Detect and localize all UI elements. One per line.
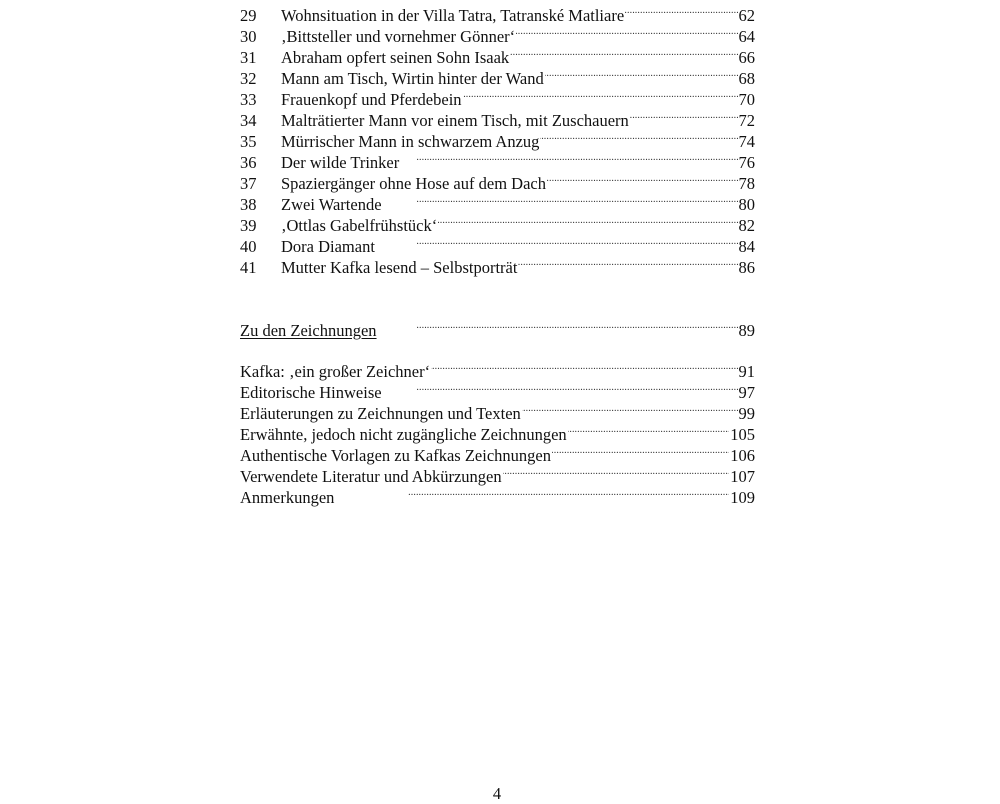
toc-entry	[240, 0, 755, 25]
entry-title: Authentische Vorlagen zu Kafkas Zeichnungen	[240, 446, 551, 465]
dot-leader	[552, 440, 729, 461]
entry-page: 80	[738, 195, 755, 214]
entry-page: 82	[738, 216, 755, 235]
section-page: 89	[738, 321, 755, 340]
entry-page: 64	[738, 27, 755, 46]
dot-leader	[383, 189, 738, 210]
entry-number: 33	[240, 90, 257, 109]
entry-number: 31	[240, 48, 257, 67]
entry-page: 68	[738, 69, 755, 88]
dot-leader	[522, 398, 738, 419]
entry-page: 97	[738, 383, 755, 402]
dot-leader	[376, 231, 738, 252]
dot-leader	[503, 461, 730, 482]
entry-title: Verwendete Literatur und Abkürzungen	[240, 467, 502, 486]
entry-page: 99	[738, 404, 755, 423]
entry-page: 107	[730, 467, 755, 486]
entry-title: Mutter Kafka lesend – Selbstporträt	[281, 258, 518, 277]
entry-title: Zwei Wartende	[281, 195, 382, 214]
entry-number: 40	[240, 237, 257, 256]
entry-number: 36	[240, 153, 257, 172]
dot-leader	[518, 252, 737, 273]
entry-number: 35	[240, 132, 257, 151]
entry-title: Kafka: ‚ein großer Zeichner‘	[240, 362, 431, 381]
entry-title: Mann am Tisch, Wirtin hinter der Wand	[281, 69, 544, 88]
dot-leader	[545, 63, 738, 84]
entry-title: Anmerkungen	[240, 488, 335, 507]
entry-page: 109	[730, 488, 755, 507]
entry-page: 72	[738, 111, 755, 130]
entry-number: 32	[240, 69, 257, 88]
toc-heading	[240, 315, 755, 340]
section-heading-entry	[240, 315, 755, 340]
dot-leader	[510, 42, 737, 63]
entry-page: 76	[738, 153, 755, 172]
entry-number: 30	[240, 27, 257, 46]
dot-leader	[383, 377, 738, 398]
entry-page: 66	[738, 48, 755, 67]
entry-title: Malträtierter Mann vor einem Tisch, mit Zuschauern	[281, 111, 629, 130]
entry-title: Editorische Hinweise	[240, 383, 382, 402]
dot-leader	[630, 105, 738, 126]
dot-leader	[335, 482, 729, 503]
dot-leader	[438, 210, 737, 231]
entry-page: 70	[738, 90, 755, 109]
dot-leader	[463, 84, 738, 105]
entry-title: Der wilde Trinker	[281, 153, 400, 172]
dot-leader	[540, 126, 737, 147]
entry-title: ‚Ottlas Gabelfrühstück‘	[281, 216, 438, 235]
appendix-list	[240, 356, 755, 507]
dot-leader	[568, 419, 730, 440]
page-number: 4	[492, 784, 502, 803]
entry-page: 105	[730, 425, 755, 444]
entry-page: 91	[738, 362, 755, 381]
entry-title: Wohnsituation in der Villa Tatra, Tatranské Matliare	[281, 6, 625, 25]
entry-page: 74	[738, 132, 755, 151]
dot-leader	[547, 168, 738, 189]
dot-leader	[516, 21, 737, 42]
dot-leader	[431, 356, 737, 377]
toc-entry	[240, 356, 755, 381]
entry-number: 29	[240, 6, 257, 25]
entry-number: 34	[240, 111, 257, 130]
entry-page: 86	[738, 258, 755, 277]
section-title: Zu den Zeichnungen	[240, 321, 377, 340]
entry-title: Mürrischer Mann in schwarzem Anzug	[281, 132, 540, 151]
entry-number: 38	[240, 195, 257, 214]
entry-title: Frauenkopf und Pferdebein	[281, 90, 462, 109]
dot-leader	[400, 147, 737, 168]
entry-title: Dora Diamant	[281, 237, 375, 256]
entry-number: 41	[240, 258, 257, 277]
entry-page: 84	[738, 237, 755, 256]
entry-number: 37	[240, 174, 257, 193]
entry-title: Abraham opfert seinen Sohn Isaak	[281, 48, 510, 67]
dot-leader	[378, 315, 738, 336]
entry-title: Erwähnte, jedoch nicht zugängliche Zeichnungen	[240, 425, 567, 444]
entry-number: 39	[240, 216, 257, 235]
entry-page: 62	[738, 6, 755, 25]
entry-title: ‚Bittsteller und vornehmer Gönner‘	[281, 27, 516, 46]
entry-page: 78	[738, 174, 755, 193]
dot-leader	[625, 0, 737, 21]
entry-title: Spaziergänger ohne Hose auf dem Dach	[281, 174, 546, 193]
entry-page: 106	[730, 446, 755, 465]
figure-list	[240, 0, 755, 277]
entry-title: Erläuterungen zu Zeichnungen und Texten	[240, 404, 521, 423]
